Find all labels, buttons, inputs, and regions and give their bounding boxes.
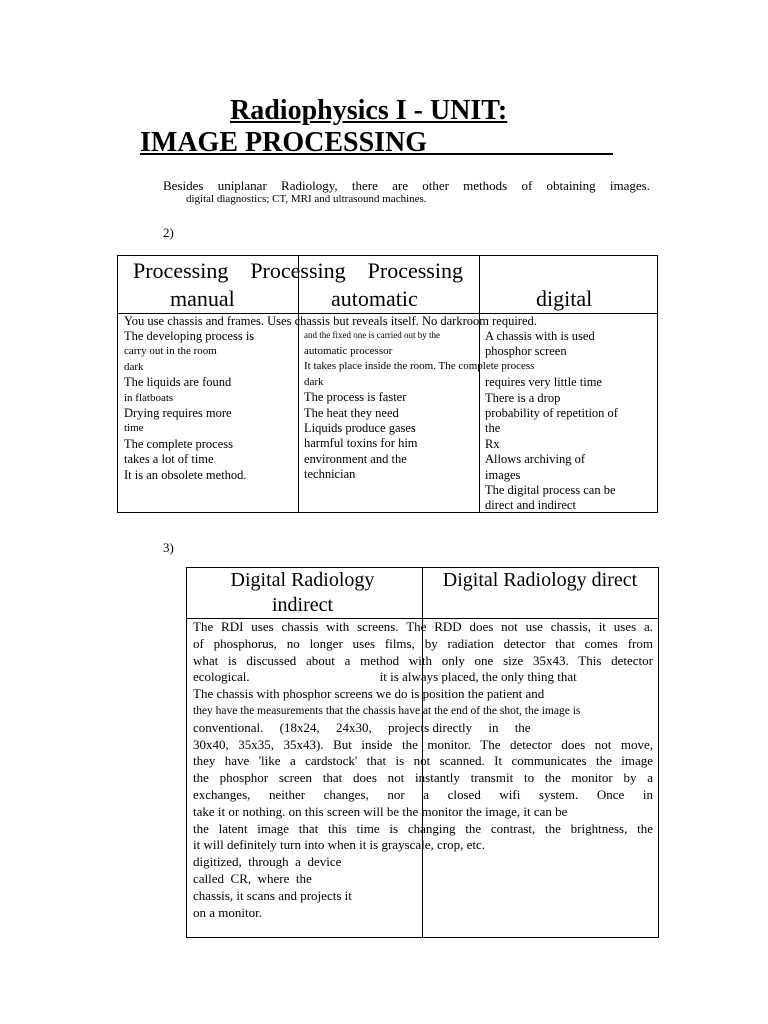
document-subtitle [140,127,613,159]
header-automatic: automatic [331,286,418,311]
table-divider [298,256,299,512]
list-item: dark [124,360,144,373]
text-line: they have 'like a cardstock' that is not scanned. It communicates the image [193,753,653,769]
text-line: the latent image that this time is changing the contrast, the brightness, the [193,820,653,836]
list-item: There is a drop [485,390,561,405]
text-line: called CR, where the [193,870,312,886]
list-item: the [485,421,501,436]
text-line: they have the measurements that the chassis have at the end of the shot, the image is [193,704,581,717]
document-title: Radiophysics I - UNIT: [230,95,508,126]
digital-radiology-body-text [193,619,653,921]
text-line: on a monitor. [193,904,262,920]
list-item: It is an obsolete method. [124,467,247,482]
text-line: digitized, through a device [193,854,342,870]
list-item: phosphor screen [485,344,567,359]
section-3-label: 3) [163,540,174,555]
list-item: The liquids are found [124,375,232,390]
intro-paragraph: Besides uniplanar Radiology, there are other methods of obtaining images. [163,178,650,193]
table-spanning-line: You use chassis and frames. Uses chassis but reveals itself. No darkroom required. [124,314,537,328]
list-item: Liquids produce gases [304,421,416,436]
list-item: It takes place inside the room. The complete process [304,360,535,373]
text-line: of phosphorus, no longer uses films, by radiation detector that comes from [193,635,653,651]
list-item: requires very little time [485,375,602,390]
list-item: Rx [485,436,500,451]
list-item: The heat they need [304,405,399,420]
manual-column-text [124,329,254,483]
list-item: A chassis with is used [485,329,595,343]
list-item: technician [304,467,356,482]
text-line: ecological. it is always placed, the only thing that [193,669,577,685]
digital-column-text [485,329,618,514]
list-item: probability of repetition of [485,406,618,421]
header-digital: digital [536,286,593,311]
processing-header-row: Processing Processing Processing [133,258,463,283]
text-line: 30x40, 35x35, 35x43). But inside the monitor. The detector does not move, [193,736,653,752]
text-line: take it or nothing. on this screen will be the monitor the image, it can be [193,803,568,819]
list-item: environment and the [304,451,407,466]
text-line: The RDI uses chassis with screens. The RDD does not use chassis, it uses a. [193,619,653,634]
list-item: in flatboats [124,391,174,404]
intro-paragraph-continued: digital diagnostics; CT, MRI and ultrasound machines. [186,193,427,205]
list-item: The complete process [124,436,233,451]
section-2-label: 2) [163,225,174,240]
text-line: the phosphor screen that does not instantly transmit to the monitor by a [193,770,653,786]
text-line: conventional. (18x24, 24x30, projects directly in the [193,719,531,735]
header-indirect: Digital Radiology indirect [230,569,375,616]
text-line: chassis, it scans and projects it [193,887,352,903]
list-item: and the fixed one is carried out by the [304,330,440,340]
list-item: time [124,422,144,435]
subtitle-text: IMAGE PROCESSING [140,127,428,158]
text-line: exchanges, neither changes, nor a closed wifi system. Once in [193,786,653,802]
list-item: dark [304,375,324,388]
list-item: images [485,467,521,482]
text-line: The chassis with phosphor screens we do is position the patient and [193,686,545,702]
list-item: harmful toxins for him [304,436,418,451]
header-direct: Digital Radiology direct [442,569,638,591]
list-item: carry out in the room [124,345,217,358]
list-item: The process is faster [304,390,407,405]
list-item: Allows archiving of [485,452,585,467]
list-item: takes a lot of time [124,452,214,467]
list-item: direct and indirect [485,498,576,513]
list-item: The digital process can be [485,483,616,498]
list-item: The developing process is [124,329,255,343]
list-item: Drying requires more [124,406,232,421]
text-line: what is discussed about a method with only one size 35x43. This detector [193,652,653,668]
list-item: automatic processor [304,345,393,357]
subtitle-underline [427,127,613,155]
header-manual: manual [170,286,235,311]
text-line: it will definitely turn into when it is grayscale, crop, etc. [193,837,486,853]
